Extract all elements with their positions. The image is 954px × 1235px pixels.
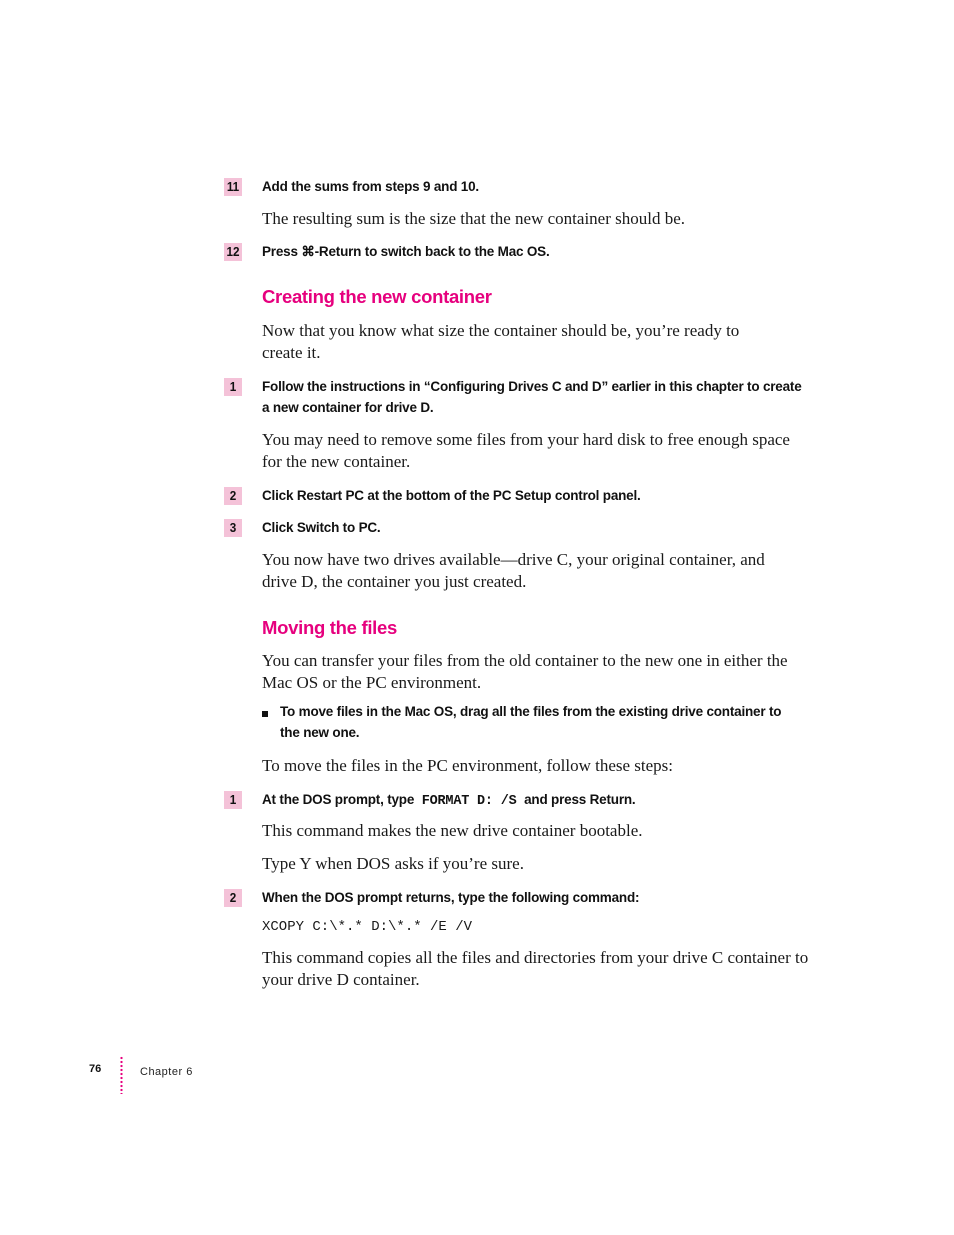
step-number: 1	[224, 378, 242, 396]
footer-dotted-rule	[120, 1056, 123, 1094]
dos-command: XCOPY C:\*.* D:\*.* /E /V	[262, 919, 473, 935]
section-heading: Creating the new container	[262, 286, 492, 307]
chapter-label: Chapter 6	[140, 1066, 193, 1078]
step-instruction: Add the sums from steps 9 and 10.	[262, 179, 479, 194]
step-instruction: Click Restart PC at the bottom of the PC Setup control panel.	[262, 488, 641, 503]
step-number: 2	[224, 487, 242, 505]
step-text-after: and press Return.	[524, 792, 636, 807]
step-number: 2	[224, 889, 242, 907]
bullet-instruction: To move files in the Mac OS, drag all the files from the existing drive container to the new one.	[280, 704, 782, 740]
step-instruction: Follow the instructions in “Configuring Drives C and D” earlier in this chapter to create a new container for drive D.	[262, 379, 802, 415]
step-instruction: When the DOS prompt returns, type the following command:	[262, 890, 640, 905]
paragraph: Now that you know what size the container should be, you’re ready to create it.	[262, 321, 740, 362]
paragraph: This command copies all the files and directories from your drive C container to your drive D container.	[262, 948, 809, 989]
step-number: 11	[224, 178, 242, 196]
step-instruction	[262, 789, 822, 812]
paragraph: To move the files in the PC environment, follow these steps:	[262, 756, 673, 775]
paragraph: You may need to remove some files from your hard disk to free enough space for the new container.	[262, 430, 790, 471]
section-heading: Moving the files	[262, 617, 397, 638]
step-number: 12	[224, 243, 242, 261]
paragraph: The resulting sum is the size that the new container should be.	[262, 209, 686, 228]
bullet-icon	[262, 711, 268, 717]
page-number: 76	[89, 1063, 102, 1075]
paragraph: You can transfer your files from the old container to the new one in either the Mac OS or the PC environment.	[262, 651, 788, 692]
dos-command-inline: FORMAT D: /S	[421, 794, 517, 809]
step-text-before: At the DOS prompt, type	[262, 792, 415, 807]
paragraph: Type Y when DOS asks if you’re sure.	[262, 854, 524, 873]
step-number: 3	[224, 519, 242, 537]
step-instruction: Press ⌘-Return to switch back to the Mac OS.	[262, 244, 550, 259]
paragraph: This command makes the new drive container bootable.	[262, 821, 643, 840]
step-instruction: Click Switch to PC.	[262, 520, 381, 535]
step-number: 1	[224, 791, 242, 809]
paragraph: You now have two drives available—drive C, your original container, and drive D, the container you just created.	[262, 550, 765, 591]
